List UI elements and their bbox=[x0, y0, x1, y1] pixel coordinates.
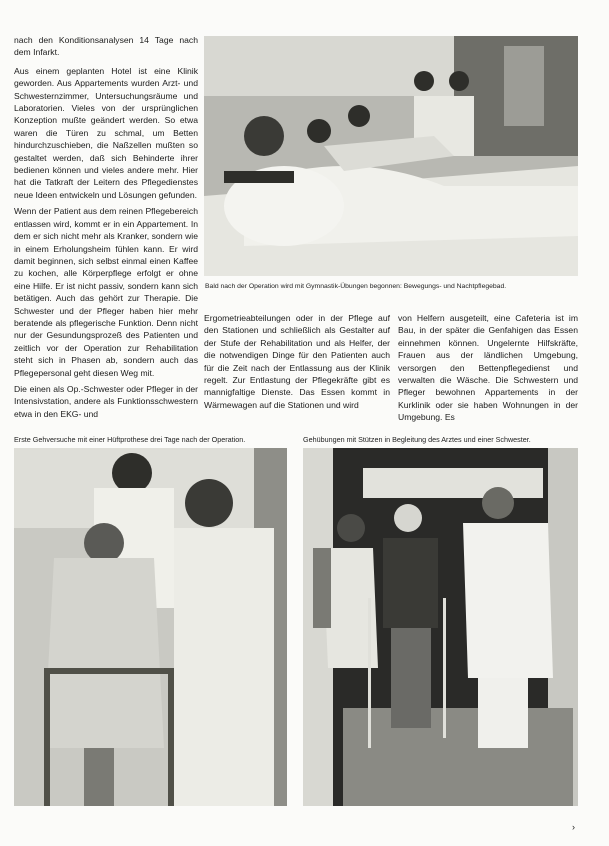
right-text-column bbox=[398, 312, 578, 425]
paragraph: nach den Konditionsanalysen 14 Tage nach dem Infarkt. bbox=[14, 35, 198, 58]
left-text-column bbox=[14, 34, 198, 421]
photo-caption: Bald nach der Operation wird mit Gymnastik-Übungen begonnen: Bewegungs- und Nachtpflegebad. bbox=[205, 283, 507, 290]
paragraph: Ergometrieabteilungen oder in der Pflege auf den Stationen und schließlich als Gestalter auf der Stufe der Rehabilitation und als Helfer, der die notwendigen Dinge für den Patienten auch für die Zeit nach der Entlassung aus der Klinik regelt. Zur Entlastung der Pflegekräfte gibt es mannigfaltige Dienste. Das Essen kommt in Wärmewagen auf die Stationen und wird bbox=[204, 313, 390, 410]
photo-walking-crutches bbox=[303, 448, 578, 806]
photo-caption: Erste Gehversuche mit einer Hüftprothese drei Tage nach der Operation. bbox=[14, 435, 246, 444]
paragraph: Wenn der Patient aus dem reinen Pflegebereich entlassen wird, kommt er in ein Appartement. In dem er sich nicht mehr als Kranker, sondern wie in einem Erholungsheim fühlen kann. Er wird damit beginnen, sich selbst einmal einen Kaffee zu kochen, alle Körperpflege erfolgt er ohne eine Hilfe. Er ist nicht passiv, sondern kann sich betätigen. Auch das gehört zur Therapie. Die Schwester und der Pfleger haben hier mehr beratende als pflegerische Funktion. Denn nicht nur der Gesundungsprozeß des Patienten und zeitlich vor der Operation zur Rehabilitation steht sich in Phasen ab, sondern auch das Pflegepersonal geht diesen Weg mit. bbox=[14, 206, 198, 378]
paragraph: Aus einem geplanten Hotel ist eine Klinik geworden. Aus Appartements wurden Arzt- und Schwesternzimmer, Untersuchungsräume und Laboratorien. Vieles von der ursprünglichen Konzeption mußte geändert werden. So etwa waren die Türen zu schmal, um Betten hindurchzuschieben, die Naßzellen mußten so gestaltet werden, daß sich Behinderte ihrer bedienen können und vieles andere mehr. Hier hat die Tatkraft der Leitern des Pflegedienstes neue Ideen entwickeln und Lösungen gefunden. bbox=[14, 65, 198, 200]
paragraph: von Helfern ausgeteilt, eine Cafeteria ist im Bau, in der später die Genfahigen das Essen einnehmen können. Ungelernte Hilfskräfte, Frauen aus der ländlichen Umgebung, versorgen den Bettenpflegedienst und verwalten die Wäsche. Die Schwestern und Pfleger bewohnen Appartements in der Kurklinik oder sie haben Wohnungen in der Umgebung. Es bbox=[398, 313, 578, 423]
photo-walking-frame bbox=[14, 448, 287, 806]
photo-caption: Gehübungen mit Stützen in Begleitung des Arztes und einer Schwester. bbox=[303, 435, 531, 444]
photo-patients-exercise bbox=[204, 36, 578, 276]
middle-text-column bbox=[204, 312, 390, 412]
page-mark: › bbox=[572, 822, 575, 832]
paragraph: Die einen als Op.-Schwester oder Pfleger in der Intensivstation, andere als Funktionsschwestern etwa in den EKG- und bbox=[14, 383, 198, 419]
